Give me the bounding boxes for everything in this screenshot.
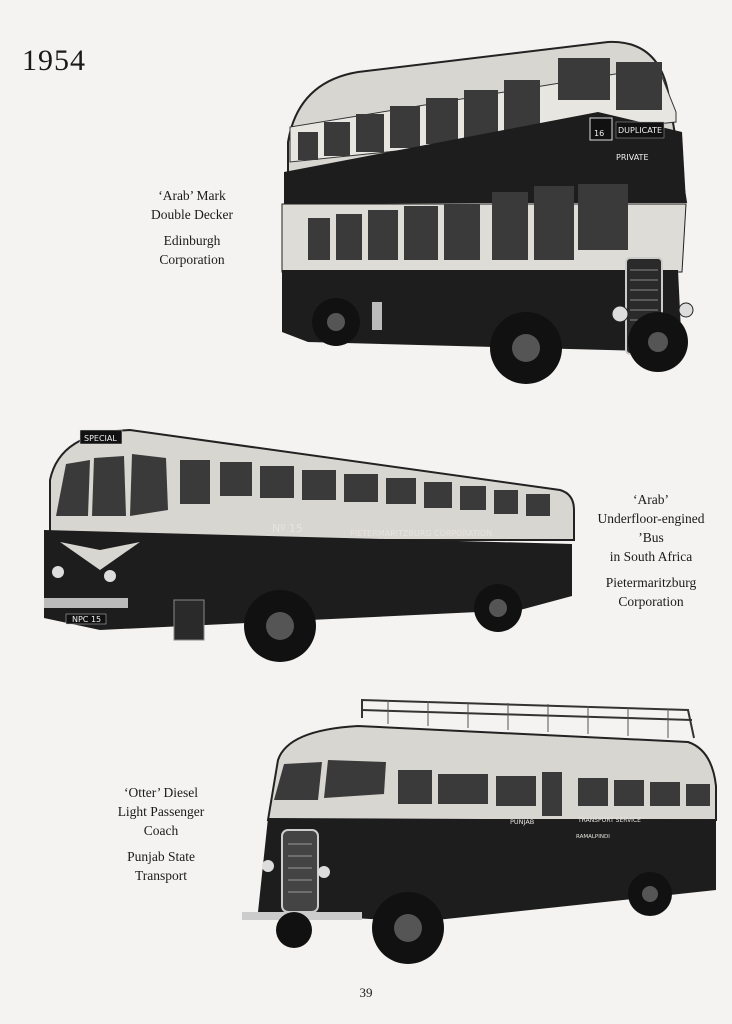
destination-top: DUPLICATE <box>618 126 663 135</box>
double-decker-bus-photo <box>278 22 708 402</box>
destination-bottom: PRIVATE <box>616 153 649 162</box>
caption-vehicle-name: ‘Otter’ Diesel Light Passenger Coach <box>117 785 205 838</box>
caption-double-decker <box>122 186 262 269</box>
caption-vehicle-name: ‘Arab’ Underfloor-engined ’Bus in South Africa <box>597 492 705 564</box>
caption-underfloor-bus <box>576 490 726 611</box>
caption-vehicle-name: ‘Arab’ Mark Double Decker <box>150 188 234 222</box>
plate-single-decker: NPC 15 <box>72 615 102 624</box>
page-number: 39 <box>359 985 373 1000</box>
caption-coach <box>86 783 236 885</box>
caption-operator: Edinburgh Corporation <box>159 233 225 267</box>
livery-text: PIETERMARITZBURG CORPORATION <box>350 529 493 538</box>
route-number: 16 <box>594 129 605 138</box>
destination-single: SPECIAL <box>84 434 117 443</box>
underfloor-bus-photo <box>40 420 580 675</box>
coach-livery-sub: RAMALPINDI <box>576 834 610 840</box>
otter-coach-photo <box>238 690 728 980</box>
caption-operator: Pietermaritzburg Corporation <box>605 575 697 609</box>
coach-livery-right: TRANSPORT SERVICE <box>578 817 641 824</box>
caption-operator: Punjab State Transport <box>127 849 195 883</box>
page-year: 1954 <box>22 44 86 77</box>
fleet-number: Nº 15 <box>272 522 303 535</box>
coach-livery-left: PUNJAB <box>510 818 535 826</box>
